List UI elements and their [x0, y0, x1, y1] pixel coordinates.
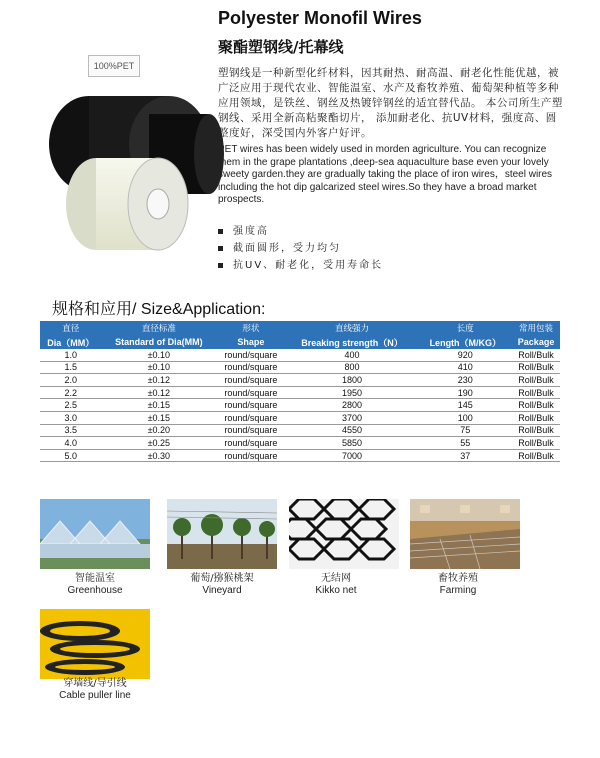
table-row — [40, 349, 560, 361]
table-cell: 3.0 — [40, 411, 102, 424]
table-row — [40, 411, 560, 424]
table-cell: ±0.12 — [102, 374, 217, 387]
pet-badge: 100%PET — [88, 55, 140, 77]
app-label-vineyard: 葡萄/猕猴桃架 Vineyard — [190, 573, 254, 596]
table-cell: 55 — [419, 437, 513, 450]
col-header: 形状 — [216, 321, 285, 335]
table-cell: 3700 — [286, 411, 419, 424]
col-header: 直径标准 — [102, 321, 217, 335]
table-cell: 100 — [419, 411, 513, 424]
table-cell: round/square — [216, 437, 285, 450]
table-cell: 4550 — [286, 424, 419, 437]
table-header-cn — [40, 321, 560, 335]
greenhouse-photo — [40, 499, 150, 569]
table-cell: ±0.25 — [102, 437, 217, 450]
col-header: 长度 — [419, 321, 513, 335]
table-cell: round/square — [216, 361, 285, 374]
table-cell: 75 — [419, 424, 513, 437]
col-header: Shape — [216, 335, 285, 349]
table-cell: Roll/Bulk — [512, 361, 560, 374]
col-header: Package — [512, 335, 560, 349]
col-header: Dia（MM） — [40, 335, 102, 349]
table-cell: 1.5 — [40, 361, 102, 374]
feature-list — [218, 223, 383, 274]
table-cell: 230 — [419, 374, 513, 387]
table-cell: round/square — [216, 374, 285, 387]
table-cell: 400 — [286, 349, 419, 361]
table-row — [40, 386, 560, 399]
description-en: PET wires has been widely used in morden agriculture. You can recognize them in the grape plantations ,deep-sea aquaculture base even your lovely sweety garden.they are gradually taking the place of iron wires，steel wires including the hot dip galcarized steel wires.So they have a broad market prospects. — [218, 144, 553, 205]
col-header: Standard of Dia(MM) — [102, 335, 217, 349]
table-cell: round/square — [216, 449, 285, 462]
table-cell: Roll/Bulk — [512, 424, 560, 437]
table-row — [40, 437, 560, 450]
table-cell: 3.5 — [40, 424, 102, 437]
table-cell: 145 — [419, 399, 513, 412]
col-header: Length（M/KG） — [419, 335, 513, 349]
table-cell: 1.0 — [40, 349, 102, 361]
table-row — [40, 399, 560, 412]
table-cell: 37 — [419, 449, 513, 462]
table-cell: 920 — [419, 349, 513, 361]
col-header: 常用包装 — [512, 321, 560, 335]
table-cell: 190 — [419, 386, 513, 399]
table-cell: 800 — [286, 361, 419, 374]
table-cell: round/square — [216, 399, 285, 412]
title-en: Polyester Monofil Wires — [218, 8, 422, 28]
table-cell: 2.2 — [40, 386, 102, 399]
table-cell: ±0.10 — [102, 349, 217, 361]
table-cell: round/square — [216, 386, 285, 399]
table-cell: round/square — [216, 424, 285, 437]
table-row — [40, 361, 560, 374]
app-label-cable-puller: 穿墙线/导引线 Cable puller line — [59, 678, 131, 701]
table-cell: Roll/Bulk — [512, 386, 560, 399]
table-body — [40, 349, 560, 462]
app-label-farming: 畜牧养殖 Farming — [438, 573, 478, 596]
table-cell: 5850 — [286, 437, 419, 450]
table-cell: Roll/Bulk — [512, 349, 560, 361]
table-cell: Roll/Bulk — [512, 399, 560, 412]
table-cell: 1800 — [286, 374, 419, 387]
bullet-icon — [218, 263, 223, 268]
title-cn: 聚酯塑钢线/托幕线 — [218, 38, 344, 56]
farming-photo — [410, 499, 520, 569]
kikko-net-photo — [289, 499, 399, 569]
description-cn: 塑钢线是一种新型化纤材料，因其耐热、耐高温、耐老化性能优越，被广泛应用于现代农业、智能温室、水产及畜牧养殖、葡萄架种植等多种应用领域，是铁丝、钢丝及热镀锌钢丝的适宜替代品。 本公司所生产塑钢线、采用全新高粘聚酯切片， 添加耐老化、抗UV材料，强度高、圆整度好，深受国内外客户好评。 — [218, 67, 563, 139]
table-cell: 2800 — [286, 399, 419, 412]
table-cell: 7000 — [286, 449, 419, 462]
table-cell: Roll/Bulk — [512, 411, 560, 424]
table-cell: ±0.20 — [102, 424, 217, 437]
table-cell: round/square — [216, 349, 285, 361]
table-cell: ±0.15 — [102, 411, 217, 424]
table-cell: Roll/Bulk — [512, 437, 560, 450]
table-cell: 1950 — [286, 386, 419, 399]
app-label-kikko-net: 无结网 Kikko net — [315, 573, 357, 596]
section-title: 规格和应用/ Size&Application: — [52, 301, 266, 318]
table-row — [40, 424, 560, 437]
feature-item: 强度高 — [218, 223, 383, 240]
table-cell: Roll/Bulk — [512, 374, 560, 387]
table-cell: round/square — [216, 411, 285, 424]
table-cell: 410 — [419, 361, 513, 374]
table-cell: Roll/Bulk — [512, 449, 560, 462]
table-header-en — [40, 335, 560, 349]
feature-item: 截面圆形，受力均匀 — [218, 240, 383, 257]
table-row — [40, 449, 560, 462]
feature-item: 抗UV、耐老化，受用寿命长 — [218, 257, 383, 274]
table-cell: ±0.12 — [102, 386, 217, 399]
table-cell: 4.0 — [40, 437, 102, 450]
spec-table — [40, 321, 560, 462]
app-label-greenhouse: 智能温室 Greenhouse — [67, 573, 123, 596]
wire-spools-photo — [34, 82, 224, 262]
table-cell: ±0.10 — [102, 361, 217, 374]
col-header: 直线强力 — [286, 321, 419, 335]
table-cell: 2.5 — [40, 399, 102, 412]
table-cell: ±0.30 — [102, 449, 217, 462]
vineyard-photo — [167, 499, 277, 569]
table-cell: 2.0 — [40, 374, 102, 387]
bullet-icon — [218, 246, 223, 251]
col-header: 直径 — [40, 321, 102, 335]
col-header: Breaking strength（N） — [286, 335, 419, 349]
table-cell: ±0.15 — [102, 399, 217, 412]
table-row — [40, 374, 560, 387]
bullet-icon — [218, 229, 223, 234]
cable-puller-photo — [40, 609, 150, 679]
table-cell: 5.0 — [40, 449, 102, 462]
